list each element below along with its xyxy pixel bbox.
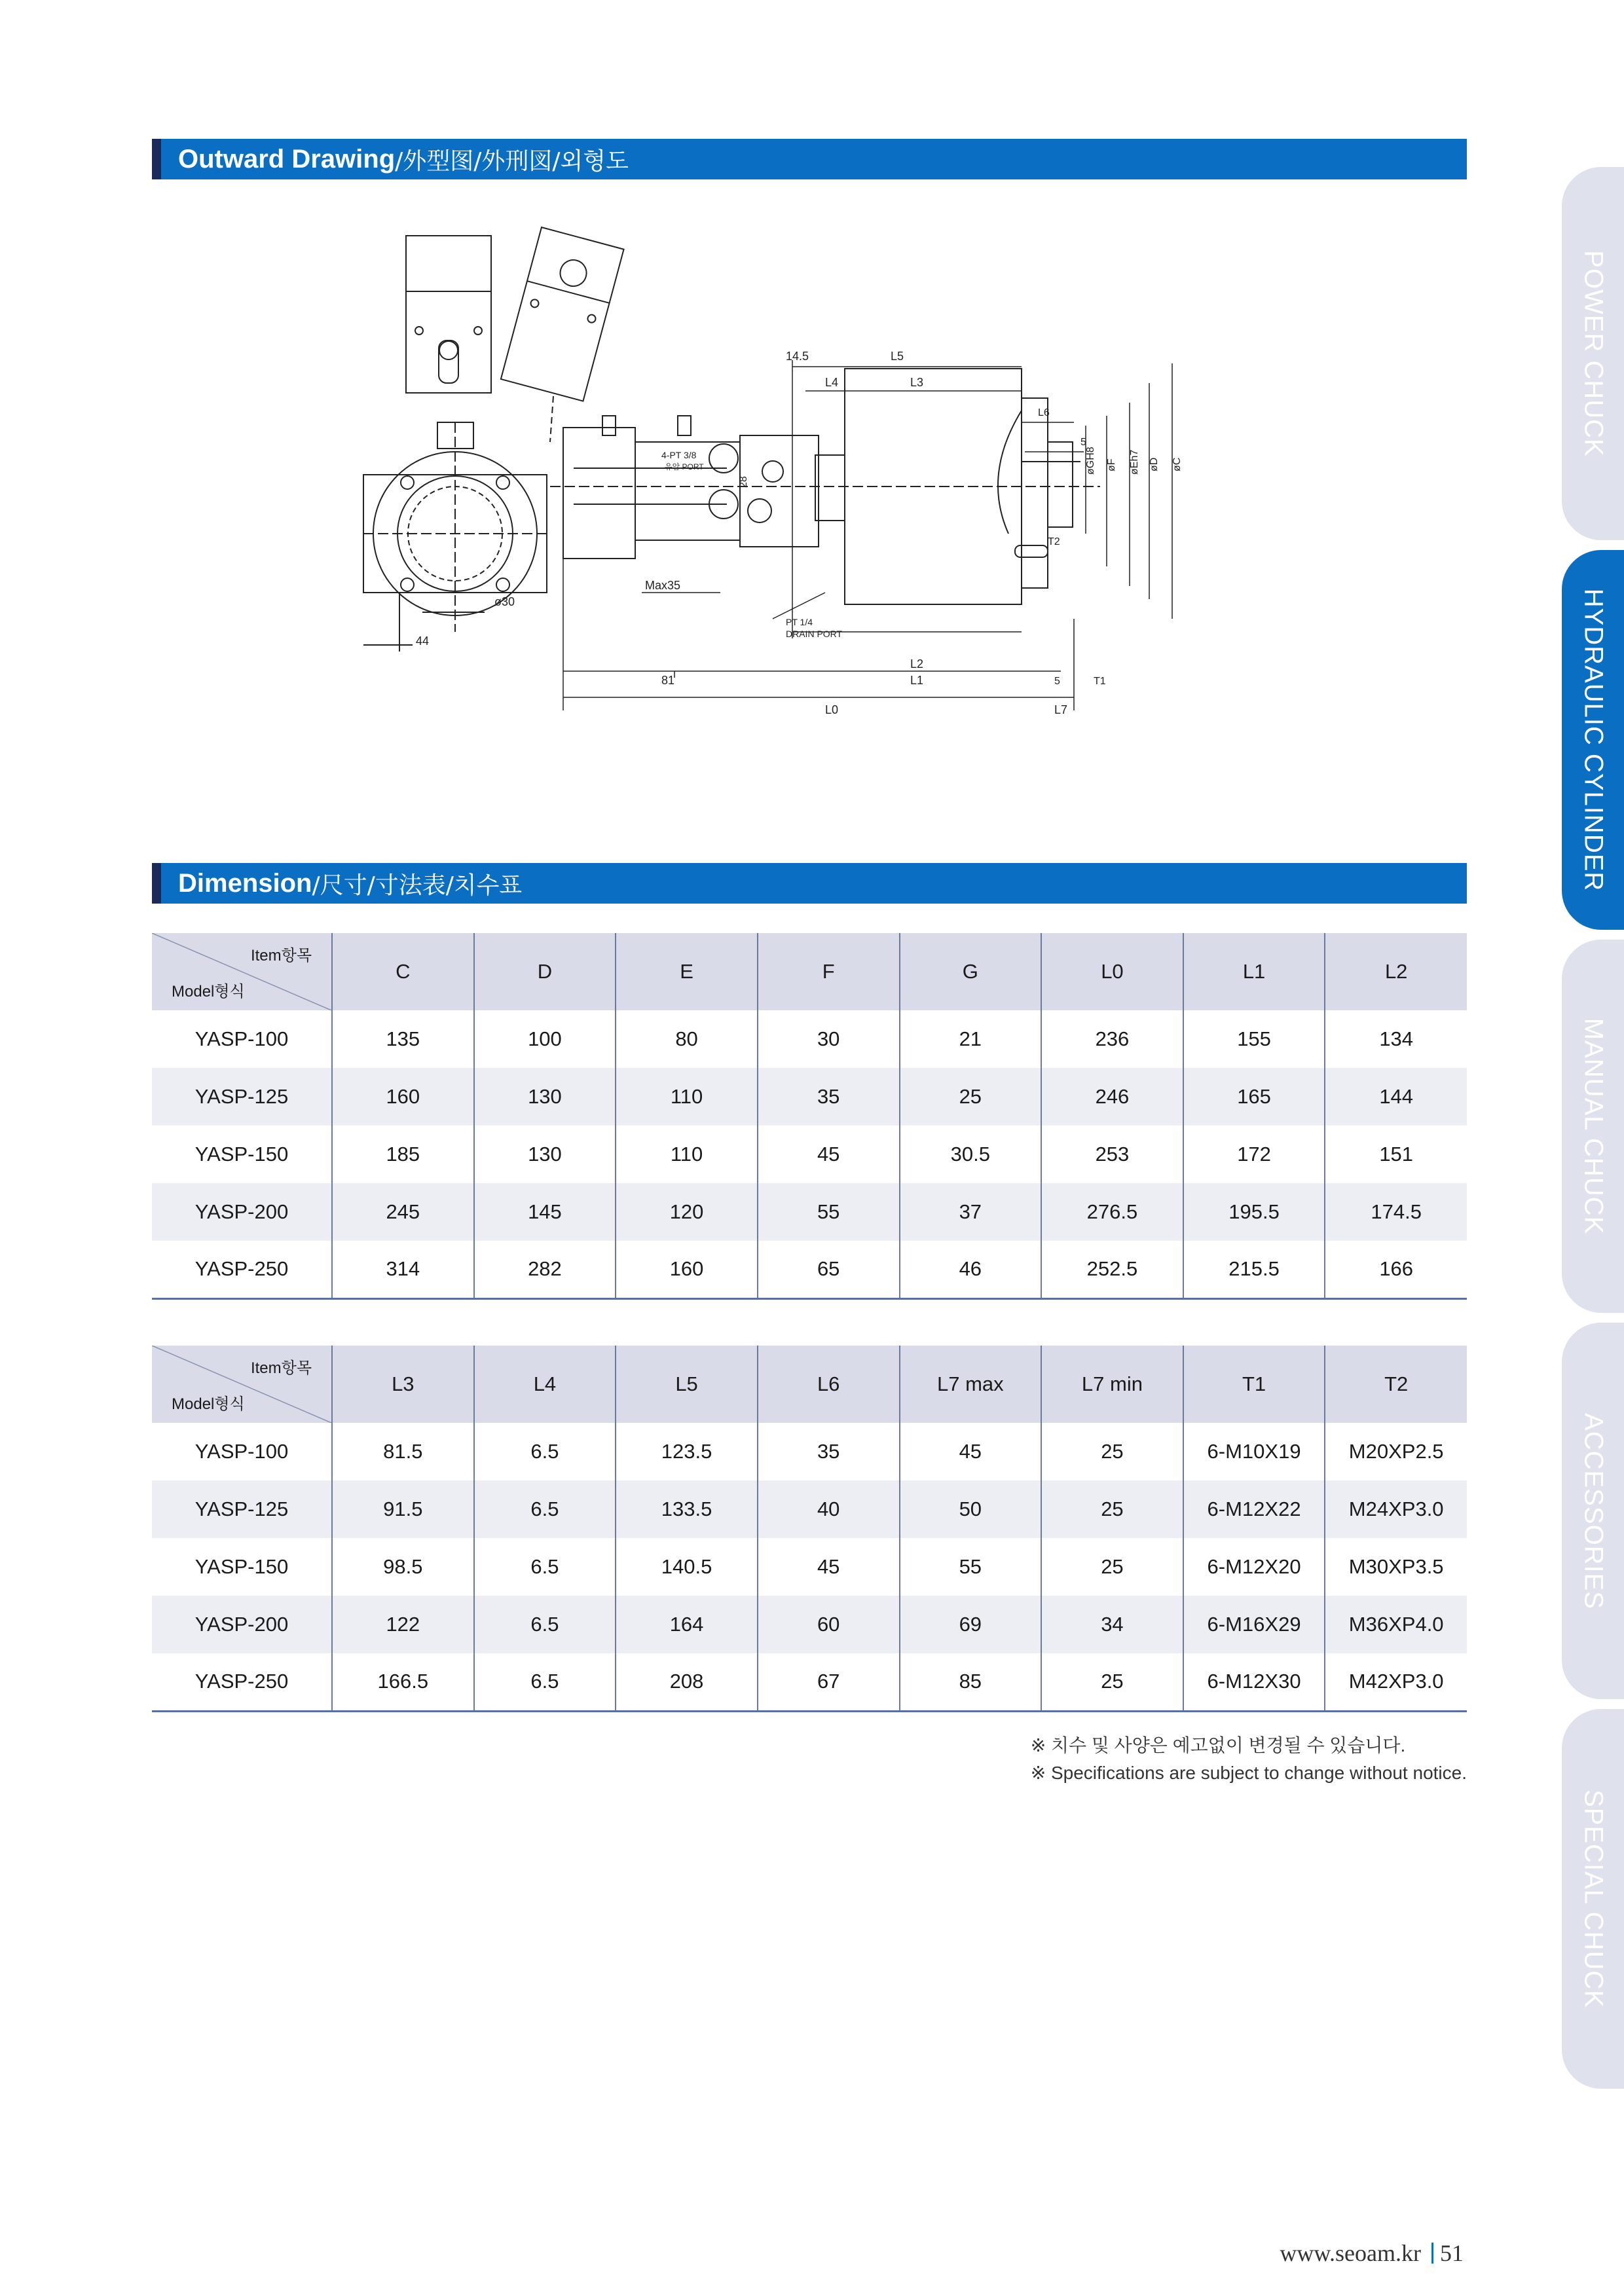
value-cell: 21 [900,1010,1042,1068]
front-view [363,422,550,652]
value-cell: 215.5 [1183,1241,1325,1298]
outward-drawing-title-cjk: /外型图/外刑図/외형도 [395,147,629,175]
table-corner-cell [152,933,332,1010]
value-cell: 55 [758,1183,900,1241]
value-cell: 140.5 [616,1538,758,1596]
value-cell: 172 [1183,1126,1325,1183]
column-header: E [616,933,758,1010]
label-28: 28 [738,476,749,488]
value-cell: 100 [474,1010,616,1068]
label-l0: L0 [825,703,839,716]
note-kr: ※ 치수 및 사양은 예고없이 변경될 수 있습니다. [1030,1735,1406,1755]
model-cell: YASP-250 [152,1653,332,1711]
value-cell: 160 [332,1068,474,1126]
table-row [152,1480,1467,1538]
value-cell: 135 [332,1010,474,1068]
model-cell: YASP-100 [152,1010,332,1068]
value-cell: 45 [758,1538,900,1596]
label-l2: L2 [910,657,924,670]
label-gh8: øGH8 [1085,447,1096,475]
side-tab-label: ACCESSORIES [1579,1412,1608,1609]
value-cell: 110 [616,1126,758,1183]
value-cell: 166.5 [332,1653,474,1711]
column-header: L1 [1183,933,1325,1010]
value-cell: 25 [900,1068,1042,1126]
top-view-block-rotated [501,227,624,401]
side-tab-hydraulic-cylinder[interactable] [1562,550,1624,930]
value-cell: 236 [1041,1010,1183,1068]
value-cell: 85 [900,1653,1042,1711]
label-d30: ø30 [494,595,515,608]
dimension-header [152,863,1467,904]
side-view [550,369,1100,604]
table-header-row [152,933,1467,1010]
label-l3: L3 [910,376,924,389]
value-cell: 69 [900,1596,1042,1653]
value-cell: 98.5 [332,1538,474,1596]
label-t2: T2 [1048,536,1060,547]
label-l6: L6 [1038,407,1050,418]
model-cell: YASP-125 [152,1480,332,1538]
value-cell: 65 [758,1241,900,1298]
label-l7: L7 [1054,703,1068,716]
value-cell: 45 [900,1423,1042,1480]
model-cell: YASP-250 [152,1241,332,1298]
label-5: 5 [1080,437,1086,448]
value-cell: 37 [900,1183,1042,1241]
value-cell: 164 [616,1596,758,1653]
model-cell: YASP-150 [152,1538,332,1596]
value-cell: 145 [474,1183,616,1241]
value-cell: 130 [474,1126,616,1183]
table-row [152,1183,1467,1241]
footer-separator [1431,2243,1433,2264]
label-81: 81 [661,674,675,687]
label-d: øD [1149,457,1160,471]
label-max35: Max35 [645,579,681,592]
column-header: L3 [332,1346,474,1423]
dimension-title-cjk: /尺寸/寸法表/치수표 [312,872,523,899]
value-cell: 144 [1379,1085,1414,1108]
value-cell: 208 [616,1653,758,1711]
value-cell: M24XP3.0 [1348,1497,1444,1520]
value-cell: 35 [758,1423,900,1480]
top-view-block [406,236,491,393]
dimension-title: Dimension [178,868,312,898]
value-cell: 252.5 [1041,1241,1183,1298]
footer-url[interactable]: www.seoam.kr [1280,2240,1421,2266]
value-cell: M42XP3.0 [1325,1653,1467,1711]
table-corner-cell [152,1346,332,1423]
value-cell: 120 [616,1183,758,1241]
column-header: G [900,933,1042,1010]
value-cell: M30XP3.5 [1348,1555,1444,1578]
corner-model-label: Model형식 [172,983,245,1001]
table-row [152,1241,1467,1298]
value-cell: 133.5 [616,1480,758,1538]
label-drain-port: DRAIN PORT [786,629,843,639]
label-port-kr: 유압 PORT [665,462,704,471]
value-cell: 134 [1379,1027,1414,1050]
value-cell: 151 [1379,1143,1414,1166]
value-cell: 314 [332,1241,474,1298]
value-cell: 174.5 [1371,1200,1422,1223]
column-header: C [332,933,474,1010]
notes [1031,1732,1467,1787]
value-cell: 122 [332,1596,474,1653]
column-header: L7 max [900,1346,1042,1423]
value-cell: 282 [474,1241,616,1298]
value-cell: 165 [1183,1068,1325,1126]
table-2-body [152,1423,1467,1711]
model-cell: YASP-200 [152,1596,332,1653]
table-row [152,1068,1467,1126]
value-cell: 246 [1041,1068,1183,1126]
value-cell: 253 [1041,1126,1183,1183]
label-l1: L1 [910,674,924,687]
outward-drawing-header [152,139,1467,179]
value-cell: 55 [900,1538,1042,1596]
side-tab-special-chuck[interactable] [1562,1709,1624,2089]
value-cell: 195.5 [1183,1183,1325,1241]
column-header: D [474,933,616,1010]
label-l5: L5 [891,350,904,363]
value-cell: 245 [332,1183,474,1241]
column-header: L0 [1041,933,1183,1010]
value-cell: 30 [758,1010,900,1068]
value-cell: 6.5 [474,1423,616,1480]
column-header: L6 [758,1346,900,1423]
column-header: T2 [1384,1372,1409,1395]
value-cell: 276.5 [1041,1183,1183,1241]
value-cell: 6-M12X22 [1183,1480,1325,1538]
table-row [152,1423,1467,1480]
value-cell: 6-M12X20 [1183,1538,1325,1596]
column-header: F [758,933,900,1010]
dimension-table-2 [152,1346,1467,1712]
table-row [152,1538,1467,1596]
value-cell: 46 [900,1241,1042,1298]
label-f: øF [1106,458,1117,471]
table-row [152,1010,1467,1068]
value-cell: 6.5 [474,1596,616,1653]
value-cell: 81.5 [332,1423,474,1480]
table-1-body [152,1010,1467,1298]
dimension-lines [563,360,1172,710]
side-tab-label: HYDRAULIC CYLINDER [1579,588,1608,892]
value-cell: 6-M16X29 [1183,1596,1325,1653]
value-cell: M20XP2.5 [1348,1440,1444,1463]
label-5b: 5 [1054,676,1060,687]
model-cell: YASP-125 [152,1068,332,1126]
value-cell: 80 [616,1010,758,1068]
label-d44: 44 [416,634,430,648]
side-tab-label: POWER CHUCK [1579,250,1608,457]
label-eh7: øEh7 [1129,449,1140,475]
label-t1: T1 [1094,676,1106,687]
value-cell: 166 [1325,1241,1467,1298]
model-cell: YASP-150 [152,1126,332,1183]
value-cell: 34 [1041,1596,1183,1653]
value-cell: 91.5 [332,1480,474,1538]
value-cell: 110 [616,1068,758,1126]
value-cell: 25 [1041,1653,1183,1711]
label-14-5: 14.5 [786,350,809,363]
note-en: ※ Specifications are subject to change without notice. [1030,1763,1467,1783]
corner-item-label: Item항목 [250,947,312,964]
side-tab-power-chuck[interactable] [1562,167,1624,540]
value-cell: 25 [1041,1423,1183,1480]
value-cell: 6.5 [474,1538,616,1596]
column-header: L7 min [1041,1346,1183,1423]
value-cell: 60 [758,1596,900,1653]
table-row [152,1653,1467,1711]
corner-item-label: Item항목 [250,1359,312,1377]
value-cell: 35 [758,1068,900,1126]
value-cell: 160 [616,1241,758,1298]
column-header: T1 [1183,1346,1325,1423]
side-tab-label: SPECIAL CHUCK [1579,1790,1608,2008]
value-cell: 123.5 [616,1423,758,1480]
value-cell: 6.5 [474,1653,616,1711]
label-c: øC [1172,457,1183,471]
model-cell: YASP-100 [152,1423,332,1480]
value-cell: 6-M10X19 [1183,1423,1325,1480]
corner-model-label: Model형식 [172,1395,245,1413]
value-cell: 155 [1183,1010,1325,1068]
value-cell: 67 [758,1653,900,1711]
page-number: 51 [1440,2240,1464,2266]
table-row [152,1596,1467,1653]
column-header: L5 [616,1346,758,1423]
outward-drawing [354,226,1297,805]
side-tab-label: MANUAL CHUCK [1579,1018,1608,1235]
value-cell: 185 [332,1126,474,1183]
page-footer [1280,2239,1464,2267]
outward-drawing-title: Outward Drawing [178,144,396,174]
model-cell: YASP-200 [152,1183,332,1241]
value-cell: 30.5 [900,1126,1042,1183]
table-row [152,1126,1467,1183]
column-header: L4 [474,1346,616,1423]
table-header-row [152,1346,1467,1423]
label-port: 4-PT 3/8 [661,450,697,460]
value-cell: 50 [900,1480,1042,1538]
value-cell: 6-M12X30 [1183,1653,1325,1711]
value-cell: 45 [758,1126,900,1183]
value-cell: 25 [1041,1480,1183,1538]
value-cell: 6.5 [474,1480,616,1538]
value-cell: M36XP4.0 [1348,1613,1444,1636]
side-tab-accessories[interactable] [1562,1323,1624,1699]
column-header: L2 [1384,960,1408,983]
side-tab-manual-chuck[interactable] [1562,940,1624,1313]
label-drain: PT 1/4 [786,617,813,627]
value-cell: 40 [758,1480,900,1538]
value-cell: 130 [474,1068,616,1126]
label-l4: L4 [825,376,839,389]
dimension-table-1 [152,933,1467,1300]
value-cell: 25 [1041,1538,1183,1596]
